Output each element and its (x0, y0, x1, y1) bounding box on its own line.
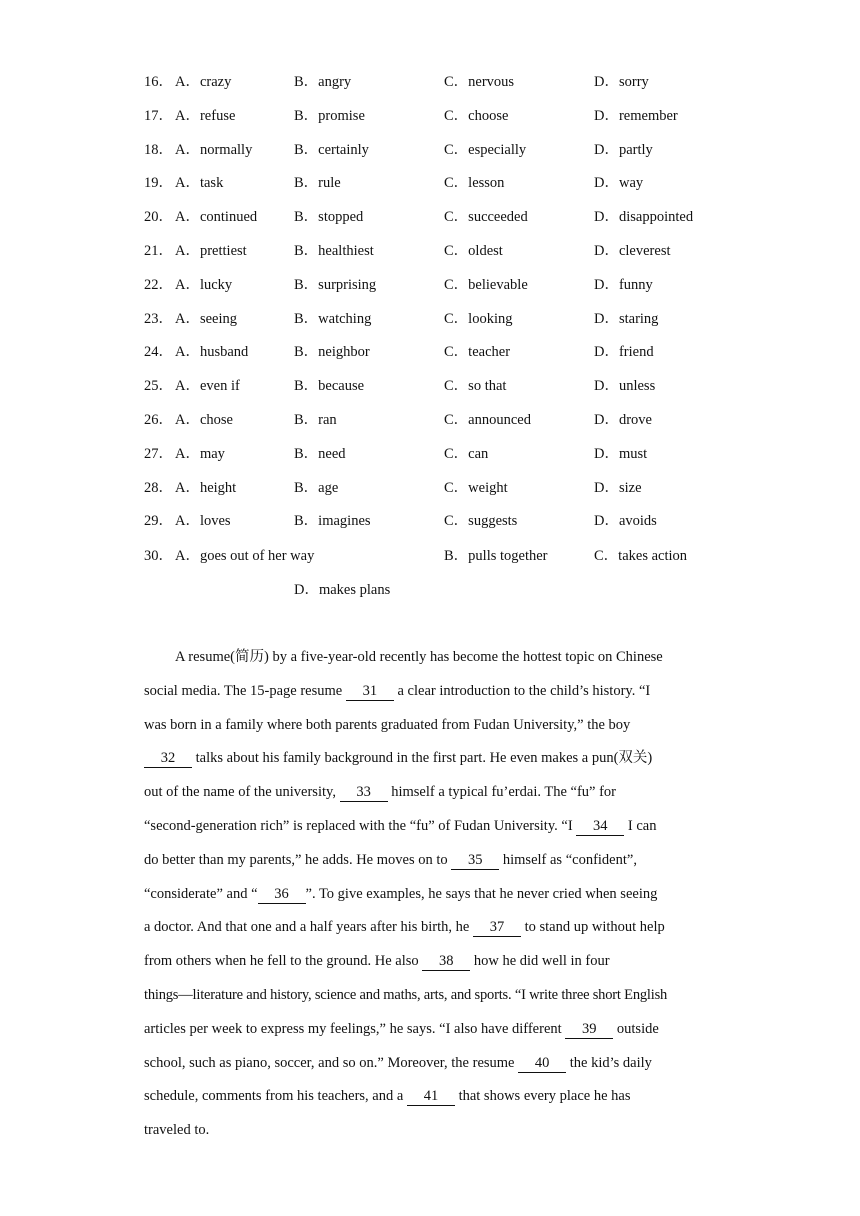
question-number: 30． (144, 548, 173, 564)
passage-text: things—literature and history, science and maths, arts, and sports. “I write three short English (144, 986, 668, 1003)
option-c: C．announced (444, 412, 531, 428)
passage-line (144, 747, 719, 781)
question-row (144, 275, 744, 295)
option-b: B．healthiest (294, 243, 374, 259)
option-c: C．believable (444, 276, 528, 293)
option-a: A．even if (175, 378, 240, 395)
option-d: D．cleverest (594, 243, 671, 259)
question-row (144, 207, 744, 227)
option-b: B．rule (294, 175, 341, 192)
question-row (144, 173, 744, 193)
blank-39[interactable]: 39 (565, 1021, 613, 1039)
passage-line (144, 984, 719, 1018)
passage-text: that shows every place he has (454, 1088, 631, 1105)
option-c: C．nervous (444, 74, 515, 90)
option-c: C．suggests (444, 513, 518, 530)
passage-text: how he did well in four (470, 953, 610, 970)
option-d: D．makes plans (294, 582, 391, 598)
question-number: 28． (144, 479, 173, 496)
question-row-30 (144, 546, 744, 566)
passage-text: to stand up without help (520, 919, 665, 936)
passage-text: a doctor. And that one and a half years after his birth, he (144, 919, 473, 936)
passage-line (144, 680, 719, 714)
option-b: B．promise (294, 107, 365, 124)
option-d: D．staring (594, 310, 659, 327)
passage-line (144, 1119, 719, 1153)
question-number: 23． (144, 310, 173, 327)
option-c: C．takes action (594, 548, 688, 564)
option-b: B．need (294, 445, 346, 462)
option-c: C．can (444, 445, 489, 462)
passage-line (144, 815, 719, 849)
passage-text: schedule, comments from his teachers, and a (144, 1088, 407, 1105)
option-a: A．seeing (175, 310, 238, 327)
passage-text: A resume(简历) by a five-year-old recently has become the hottest topic on Chinese (175, 649, 663, 665)
option-c: C．lesson (444, 175, 505, 192)
passage-line (144, 781, 719, 815)
question-row (144, 478, 744, 498)
passage-text: outside (613, 1020, 659, 1037)
passage-line (144, 1085, 719, 1119)
passage-text: articles per week to express my feelings,” he says. “I also have different (144, 1020, 566, 1037)
blank-33[interactable]: 33 (340, 784, 388, 802)
passage-text: out of the name of the university, (144, 784, 340, 801)
passage-text: a clear introduction to the child’s history. “I (393, 682, 651, 699)
option-c: C．weight (444, 479, 508, 496)
blank-40[interactable]: 40 (518, 1055, 566, 1073)
blank-34[interactable]: 34 (576, 818, 624, 836)
question-row (144, 309, 744, 329)
option-b: B．because (294, 378, 365, 395)
option-d: D．drove (594, 412, 652, 428)
question-row-30-cont (144, 580, 744, 600)
blank-35[interactable]: 35 (451, 852, 499, 870)
question-row (144, 342, 744, 362)
question-number: 21． (144, 243, 173, 259)
passage-text: “considerate” and “ (144, 885, 258, 902)
passage-line (144, 714, 719, 748)
passage-text: traveled to. (144, 1122, 210, 1139)
option-d: D．remember (594, 107, 678, 124)
option-d: D．funny (594, 276, 653, 293)
option-d: D．must (594, 445, 648, 462)
option-c: C．teacher (444, 344, 511, 361)
question-number: 25． (144, 378, 173, 395)
question-row (144, 140, 744, 160)
passage-line (144, 950, 719, 984)
option-d: D．disappointed (594, 209, 694, 226)
option-a: A．continued (175, 209, 258, 226)
option-b: B．ran (294, 412, 337, 428)
option-a: A．prettiest (175, 243, 247, 259)
passage-text: I can (624, 817, 657, 834)
question-number: 22． (144, 276, 173, 293)
option-a: A．normally (175, 141, 253, 158)
question-number: 29． (144, 513, 173, 530)
option-a: A．husband (175, 344, 249, 361)
option-a: A．crazy (175, 74, 232, 90)
question-row (144, 444, 744, 464)
option-c: C．so that (444, 378, 507, 395)
passage-text: the kid’s daily (566, 1054, 652, 1071)
option-c: C．succeeded (444, 209, 528, 226)
passage-text: ”. To give examples, he says that he never cried when seeing (305, 885, 658, 902)
option-d: D．friend (594, 344, 654, 361)
reading-passage (144, 646, 719, 1153)
question-row (144, 376, 744, 396)
passage-line (144, 646, 719, 680)
question-number: 24． (144, 344, 173, 361)
passage-text: from others when he fell to the ground. He also (144, 953, 423, 970)
option-b: B．neighbor (294, 344, 370, 361)
option-a: A．refuse (175, 107, 236, 124)
passage-text: do better than my parents,” he adds. He moves on to (144, 851, 452, 868)
option-d: D．way (594, 175, 644, 192)
passage-line (144, 1018, 719, 1052)
blank-31[interactable]: 31 (346, 683, 394, 701)
option-a: A．loves (175, 513, 231, 530)
blank-32[interactable]: 32 (144, 750, 192, 768)
question-row (144, 72, 744, 92)
blank-41[interactable]: 41 (407, 1088, 455, 1106)
passage-line (144, 883, 719, 917)
option-d: D．size (594, 479, 642, 496)
option-c: C．oldest (444, 243, 503, 259)
option-b: B．pulls together (444, 548, 548, 564)
question-row (144, 410, 744, 430)
question-row (144, 241, 744, 261)
passage-text: talks about his family background in the first part. He even makes a pun(双关) (192, 750, 653, 767)
option-b: B．stopped (294, 209, 364, 226)
option-b: B．age (294, 479, 339, 496)
option-a: A．chose (175, 412, 233, 428)
passage-text: himself a typical fu’erdai. The “fu” for (387, 784, 616, 801)
passage-text: social media. The 15-page resume (144, 682, 346, 699)
option-d: D．partly (594, 141, 653, 158)
option-c: C．looking (444, 310, 513, 327)
question-number: 19． (144, 175, 173, 192)
option-a: A．lucky (175, 276, 233, 293)
blank-37[interactable]: 37 (473, 919, 521, 937)
question-number: 16． (144, 74, 173, 90)
blank-36[interactable]: 36 (258, 886, 306, 904)
option-b: B．surprising (294, 276, 377, 293)
question-number: 18． (144, 141, 173, 158)
passage-text: “second-generation rich” is replaced with the “fu” of Fudan University. “I (144, 817, 577, 834)
passage-text: school, such as piano, soccer, and so on.” Moreover, the resume (144, 1054, 519, 1071)
option-b: B．angry (294, 74, 352, 90)
question-number: 27． (144, 445, 173, 462)
blank-38[interactable]: 38 (422, 953, 470, 971)
option-a: A．height (175, 479, 237, 496)
option-b: B．certainly (294, 141, 369, 158)
option-b: B．imagines (294, 513, 371, 530)
passage-line (144, 1052, 719, 1086)
option-d: D．sorry (594, 74, 649, 90)
question-number: 17． (144, 107, 173, 124)
option-a: A．may (175, 445, 225, 462)
passage-line (144, 916, 719, 950)
option-b: B．watching (294, 310, 372, 327)
option-c: C．choose (444, 107, 509, 124)
passage-text: himself as “confident”, (499, 851, 637, 868)
question-number: 26． (144, 412, 173, 428)
question-number: 20． (144, 209, 173, 226)
passage-text: was born in a family where both parents graduated from Fudan University,” the boy (144, 716, 631, 733)
passage-line (144, 849, 719, 883)
question-row (144, 511, 744, 531)
option-d: D．avoids (594, 513, 657, 530)
option-a: A．task (175, 175, 224, 192)
option-d: D．unless (594, 378, 656, 395)
question-row (144, 106, 744, 126)
option-c: C．especially (444, 141, 527, 158)
option-a: A．goes out of her way (175, 548, 315, 564)
